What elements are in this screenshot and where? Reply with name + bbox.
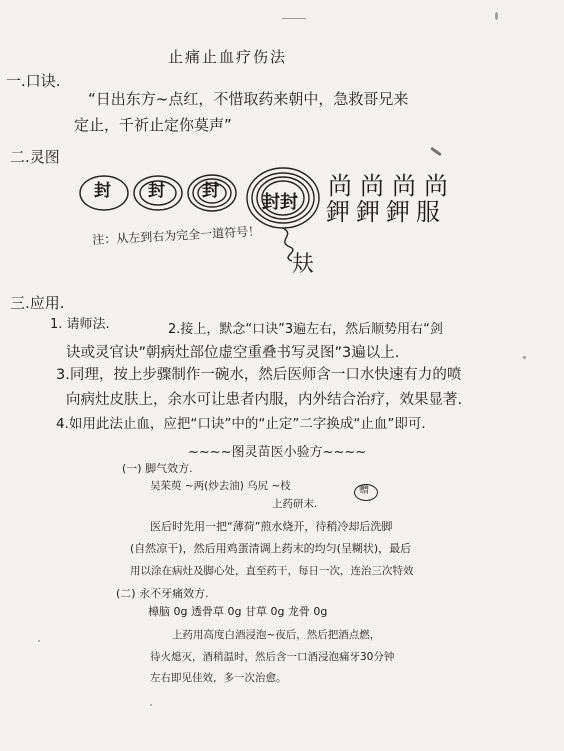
usage-item-3-line-1: 3.同理，按上步骤制作一碗水，然后医师含一口水快速有力的喷 <box>56 367 462 383</box>
section-heading-talisman: 二.灵图 <box>10 148 60 166</box>
scan-speck <box>150 704 152 706</box>
formula-2-heading: (二) 永不牙痛效方. <box>116 587 209 600</box>
formula-2-line-1: 上药用高度白酒浸泡~夜后，然后把酒点燃， <box>172 629 381 641</box>
formula-2-line-2: 待火熄灭，酒稍温时，然后含一口酒浸泡痛牙30分钟 <box>150 651 395 663</box>
talisman-seal-4 <box>247 168 319 261</box>
formula-1-heading: (一) 脚气效方. <box>122 462 193 475</box>
pen-mark <box>430 147 442 156</box>
formula-1-ingredients: 吴茱萸 ~两(炒去油) 乌尻 ~枝 <box>150 480 291 492</box>
formula-2-ingredients: 樟脑 0g 透骨草 0g 甘草 0g 龙骨 0g <box>148 605 328 618</box>
talisman-lower-glyph: 㚘 <box>292 252 315 277</box>
page-title: 止痛止血疗伤法 <box>168 48 288 66</box>
formula-1-line-1: 医后时先用一把“薄荷”煎水烧开，待稍冷却后洗脚 <box>150 520 393 533</box>
usage-item-3-line-2: 向病灶皮肤上，余水可让患者内服，内外结合治疗，效果显著. <box>66 392 463 408</box>
scan-speck <box>282 18 306 19</box>
scan-speck <box>495 12 498 20</box>
talisman-seal-label-4: 封封 <box>262 192 298 213</box>
usage-item-1: 1. 请师法. <box>50 317 110 332</box>
usage-item-2-line-2: 诀或灵官诀”朝病灶部位虚空重叠书写灵图”3遍以上. <box>66 345 400 361</box>
talisman-side-glyphs-top: 尚尚尚尚 <box>328 172 456 200</box>
talisman-seal-label-3: 封 <box>202 181 219 201</box>
formula-1-stamp-text: 赠 <box>359 485 369 496</box>
section-heading-mantra: 一.口诀. <box>6 72 61 90</box>
formula-1-line-3: 用以涂在病灶及脚心处，直至药干，每日一次，连治三次特效 <box>130 565 414 577</box>
scan-speck <box>523 356 526 359</box>
section-heading-usage: 三.应用. <box>10 294 65 312</box>
formula-1-line-2: (自然凉干)，然后用鸡蛋清调上药末的均匀(呈糊状)，最后 <box>130 542 412 555</box>
usage-item-4: 4.如用此法止血，应把“口诀”中的“止定”二字换成“止血”即可. <box>56 416 426 432</box>
talisman-figure <box>0 165 564 285</box>
talisman-side-glyphs-bottom: 鉀鉀鉀服 <box>326 198 446 226</box>
mantra-line-2: 定止，千祈止定你莫声” <box>74 116 232 134</box>
formula-1-grind-note: 上药研末. <box>272 498 318 510</box>
talisman-seal-label-2: 封 <box>148 181 165 201</box>
miao-formulas-heading: ~~~~图灵苗医小验方~~~~ <box>188 445 367 460</box>
scan-speck <box>38 640 40 642</box>
mantra-line-1: “日出东方~点红，不惜取药来朝中，急救哥兄来 <box>88 90 409 108</box>
talisman-seal-label-1: 封 <box>94 181 111 201</box>
talisman-note: 注：从左到右为完全一道符号！ <box>91 224 261 247</box>
usage-item-2-line-1: 2.接上，默念“口诀”3遍左右，然后顺势用右“剑 <box>168 322 443 337</box>
formula-2-line-3: 左右即见佳效，多一次治愈。 <box>150 672 287 684</box>
